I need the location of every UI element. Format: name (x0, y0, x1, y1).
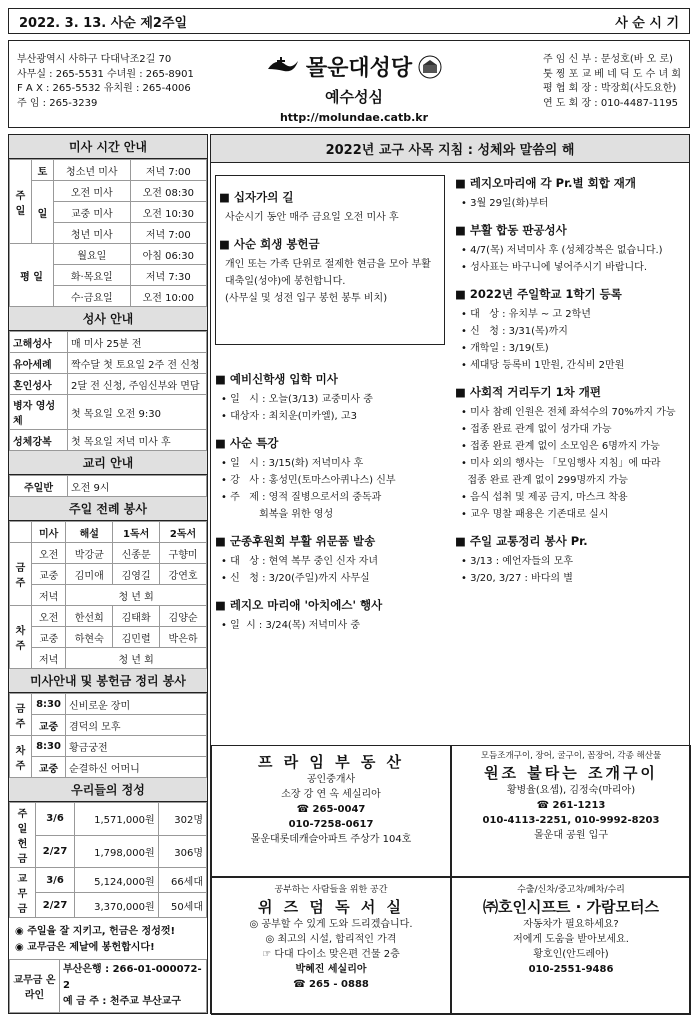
mass-time: 저녁 7:00 (130, 223, 206, 244)
church-logo (239, 51, 469, 82)
date-cell: 3/6 (36, 868, 75, 893)
ad-line: 010-2551-9486 (528, 964, 614, 975)
sun-label: 일 (32, 181, 54, 244)
mass-times-table (9, 159, 207, 307)
mass-cell: 교중 (32, 715, 66, 736)
sacrament-title: 성사 안내 (9, 307, 207, 331)
note: ◉ 교무금은 제날에 봉헌합시다! (15, 942, 155, 953)
notice-heading: ■ 군종후원회 부활 위문품 발송 (215, 533, 447, 550)
section-text: (사무실 및 성전 입구 봉헌 봉투 비치) (225, 293, 388, 304)
mass-name: 교중 미사 (54, 202, 131, 223)
mass-name: 월요일 (54, 244, 131, 265)
catechism-time: 오전 9시 (68, 476, 207, 497)
ad-clams (451, 749, 691, 843)
notice-item: • 일 시 : 3/24(목) 저녁미사 중 (221, 620, 361, 631)
notice-heading: ■ 주일 교통정리 봉사 Pr. (455, 533, 687, 550)
season: 사 순 시 기 (615, 15, 679, 31)
server-cell: 하현숙 (66, 627, 113, 648)
ad-line: 몰운대 공원 입구 (534, 830, 608, 841)
phone-fax: F A X : 265-5532 유치원 : 265-4006 (17, 83, 191, 94)
mass-time: 저녁 7:00 (130, 160, 206, 181)
left-column (8, 134, 208, 1014)
catechism-table (9, 475, 207, 497)
notice-item: • 신 청 : 3/20(주일)까지 사무실 (221, 573, 370, 584)
notice-item: • 대 상 : 유치부 ~ 고 2학년 (461, 309, 591, 320)
mass-cell: 교중 (32, 564, 66, 585)
this-week-label: 금주 (10, 694, 32, 736)
ad-line: ☎ 265 - 0888 (293, 979, 369, 990)
notice-heading: ■ 레지오마리애 각 Pr.별 회합 재개 (455, 175, 687, 192)
notice-heading: ■ 예비신학생 입학 미사 (215, 371, 447, 388)
notice-item: • 일 시 : 오늘(3/13) 교중미사 중 (221, 394, 373, 405)
mass-times-title: 미사 시간 안내 (9, 135, 207, 159)
server-cell: 한선희 (66, 606, 113, 627)
ad-line: 010-4113-2251, 010-9992-8203 (482, 815, 660, 826)
header-right (543, 53, 681, 111)
ad-line: 저에게 도움을 받아보세요. (513, 934, 629, 945)
notice-item: • 4/7(목) 저녁미사 후 (성체강복은 없습니다.) (461, 245, 663, 256)
notice-heading: ■ 사회적 거리두기 1차 개편 (455, 384, 687, 401)
mass-time: 아침 06:30 (130, 244, 206, 265)
sacrament-name: 고해성사 (10, 332, 68, 353)
header-left (17, 53, 194, 111)
section-heading: ■ 십자가의 길 (219, 189, 441, 206)
nuns: 툿 찡 포 교 베 네 딕 도 수 녀 회 (542, 68, 681, 80)
mass-cell: 오전 (32, 606, 66, 627)
ad-line: ◎ 공부할 수 있게 도와 드리겠습니다. (249, 919, 413, 930)
notice-item: • 일 시 : 3/15(화) 저녁미사 후 (221, 458, 364, 469)
note: ◉ 주일을 잘 지키고, 헌금은 정성껏! (15, 926, 176, 937)
mass-time: 오전 10:30 (130, 202, 206, 223)
notice-item: • 대상자 : 최치운(미카엘), 고3 (221, 411, 357, 422)
mass-name: 수·금요일 (54, 286, 131, 307)
sunday-offering-label: 주일헌금 (10, 803, 36, 868)
team-cell: 신비로운 장미 (66, 694, 207, 715)
offering-title: 우리들의 정성 (9, 778, 207, 802)
mass-cell: 저녁 (32, 585, 66, 606)
amount-cell: 5,124,000원 (75, 868, 159, 893)
date-cell: 3/6 (36, 803, 75, 836)
liturgy-title: 주일 전례 봉사 (9, 497, 207, 521)
council-president: 평 협 회 장 : 박장희(사도요한) (542, 83, 677, 94)
date: 2022. 3. 13. 사순 제2주일 (19, 15, 188, 31)
address: 부산광역시 사하구 다대낙조2길 70 (17, 54, 172, 65)
top-bar (8, 8, 690, 34)
notice-item: 회복을 위한 영성 (221, 509, 334, 520)
ad-motors (451, 883, 691, 977)
sunday-label: 주일 (10, 160, 32, 244)
notes (9, 918, 207, 962)
account-holder: 예 금 주 : 천주교 부산교구 (63, 996, 182, 1007)
notice-item: • 교우 명찰 패용은 기존대로 실시 (461, 509, 609, 520)
ad-line: 소장 강 연 옥 세실리아 (281, 789, 381, 800)
col-header: 미사 (32, 522, 66, 543)
mass-name: 청소년 미사 (54, 160, 131, 181)
sacrament-name: 성체강복 (10, 430, 68, 451)
amount-cell: 1,798,000원 (75, 835, 159, 868)
church-emblem-icon (266, 55, 300, 79)
guide-title: 미사안내 및 봉헌금 정리 봉사 (9, 669, 207, 693)
sacrament-name: 혼인성사 (10, 374, 68, 395)
pastor: 주 임 신 부 : 문성호(바 오 로) (542, 54, 673, 65)
notice-item: • 3/13 : 예언자들의 모후 (461, 556, 574, 567)
server-cell: 김민렬 (113, 627, 160, 648)
notice-item: • 대 상 : 현역 복무 중인 신자 자녀 (221, 556, 378, 567)
server-cell: 강연호 (160, 564, 207, 585)
section-text: 개인 또는 가족 단위로 절제한 현금을 모아 부활 대축일(성야)에 봉헌합니다. (225, 259, 431, 287)
right-column (210, 134, 690, 1014)
notice-item: • 성사표는 바구니에 넣어주시기 바랍니다. (461, 262, 648, 273)
notice-item: • 세대당 등록비 1만원, 간식비 2만원 (461, 360, 625, 371)
ad-title: 위 즈 덤 독 서 실 (257, 898, 405, 916)
server-cell: 청 년 회 (66, 648, 207, 669)
this-week-label: 금주 (10, 543, 32, 606)
sacrament-info: 첫 목요일 오전 9:30 (68, 395, 207, 430)
notice-item: • 접종 완료 관계 없이 소모임은 6명까지 가능 (461, 441, 660, 452)
ad-line: 공인중개사 (306, 774, 356, 785)
sacrament-info: 짝수달 첫 토요일 2주 전 신청 (68, 353, 207, 374)
offering-table (9, 802, 207, 918)
notice-heading: ■ 부활 합동 판공성사 (455, 222, 687, 239)
mass-name: 화·목요일 (54, 265, 131, 286)
count-cell: 306명 (158, 835, 206, 868)
mass-name: 오전 미사 (54, 181, 131, 202)
mass-time: 오전 10:00 (130, 286, 206, 307)
server-cell: 청 년 회 (66, 585, 207, 606)
notice-heading: ■ 레지오 마리애 '아치에스' 행사 (215, 597, 447, 614)
ad-study (211, 883, 451, 992)
notice-right (455, 165, 687, 587)
amount-cell: 3,370,000원 (75, 893, 159, 918)
notice-item: • 개학일 : 3/19(토) (461, 343, 549, 354)
count-cell: 50세대 (158, 893, 206, 918)
mass-cell: 교중 (32, 757, 66, 778)
date-cell: 2/27 (36, 835, 75, 868)
notice-left (215, 361, 447, 634)
amount-cell: 1,571,000원 (75, 803, 159, 836)
notice-item: • 미사 참례 인원은 전체 좌석수의 70%까지 가능 (461, 407, 676, 418)
header (8, 40, 690, 128)
sacrament-table (9, 331, 207, 451)
team-cell: 순결하신 어머니 (66, 757, 207, 778)
notice-item: • 음식 섭취 및 제공 금지, 마스크 착용 (461, 492, 628, 503)
ad-title: ㈜호인시프트 · 가람모터스 (482, 898, 660, 916)
ad-tagline: 공부하는 사람들을 위한 공간 (274, 885, 388, 895)
server-cell: 박강균 (66, 543, 113, 564)
notice-item: • 강 사 : 홍성민(토마스아퀴나스) 신부 (221, 475, 396, 486)
guide-table (9, 693, 207, 778)
server-cell: 김태화 (113, 606, 160, 627)
server-cell: 김양순 (160, 606, 207, 627)
weekday-label: 평 일 (10, 244, 54, 307)
mass-name: 청년 미사 (54, 223, 131, 244)
team-cell: 겸덕의 모후 (66, 715, 207, 736)
count-cell: 66세대 (158, 868, 206, 893)
sacrament-name: 병자 영성체 (10, 395, 68, 430)
mass-cell: 오전 (32, 543, 66, 564)
ad-line: ☞ 다대 다이소 맞은편 건물 2층 (262, 949, 400, 960)
server-cell: 김미애 (66, 564, 113, 585)
lent-content (219, 179, 441, 307)
mass-cell: 교중 (32, 627, 66, 648)
col-header: 1독서 (113, 522, 160, 543)
notice-heading: ■ 2022년 주일학교 1학기 등록 (455, 286, 687, 303)
notice-item: • 주 제 : 영적 질병으로서의 중독과 (221, 492, 382, 503)
date-cell: 2/27 (36, 893, 75, 918)
prayer-president: 연 도 회 장 : 010-4487-1195 (542, 97, 679, 109)
phone-pastor: 주 임 : 265-3239 (17, 97, 98, 109)
bank-account: 부산은행 : 266-01-000072-2 (63, 964, 202, 991)
online-table (9, 959, 207, 1013)
col-header: 해설 (66, 522, 113, 543)
section-heading: ■ 사순 희생 봉헌금 (219, 236, 441, 253)
mass-cell: 8:30 (32, 736, 66, 757)
ad-line: 박혜진 세실리아 (295, 964, 367, 975)
ad-line: ☎ 265-0047 (296, 804, 366, 815)
notice-item: • 신 청 : 3/31(목)까지 (461, 326, 568, 337)
notice-item: • 접종 완료 관계 없이 성가대 가능 (461, 424, 612, 435)
saturday-label: 토 (32, 160, 54, 181)
next-week-label: 차주 (10, 736, 32, 778)
ad-line: 황병율(요셉), 김정숙(마리아) (506, 785, 636, 796)
mass-cell: 8:30 (32, 694, 66, 715)
main-title: 2022년 교구 사목 지침 : 성체와 말씀의 해 (211, 135, 689, 163)
server-cell: 구향미 (160, 543, 207, 564)
notice-item: • 3/20, 3/27 : 바다의 별 (461, 573, 573, 584)
ad-line: ◎ 최고의 시설, 합리적인 가격 (265, 934, 397, 945)
phone-office: 사무실 : 265-5531 수녀원 : 265-8901 (17, 68, 194, 80)
ad-tagline: 모듬조개구이, 장어, 굴구이, 꼼장어, 각종 해산물 (480, 751, 662, 761)
subtitle: 예수성심 (325, 88, 383, 106)
notice-item: 접종 완료 관계 없이 299명까지 가능 (461, 475, 628, 486)
website-link[interactable]: http://molundae.catb.kr (279, 111, 429, 124)
count-cell: 302명 (158, 803, 206, 836)
catechism-title: 교리 안내 (9, 451, 207, 475)
notice-item: • 3월 29일(화)부터 (461, 198, 549, 209)
catechism-label: 주일반 (10, 476, 68, 497)
sacrament-info: 첫 목요일 저녁 미사 후 (68, 430, 207, 451)
liturgy-table (9, 521, 207, 669)
sacrament-info: 2달 전 신청, 주임신부와 면담 (68, 374, 207, 395)
ad-line: 황호인(안드레아) (533, 949, 609, 960)
next-week-label: 차주 (10, 606, 32, 669)
ad-line: 010-7258-0617 (288, 819, 374, 830)
ad-line: 자동차가 필요하세요? (523, 919, 619, 930)
notice-item: • 미사 외의 행사는 「모임행사 지침」에 따라 (461, 458, 661, 469)
church-name: 몰운대성당 (305, 56, 413, 81)
server-cell: 김영길 (113, 564, 160, 585)
mass-time: 저녁 7:30 (130, 265, 206, 286)
mass-time: 오전 08:30 (130, 181, 206, 202)
online-label: 교무금 온라인 (10, 960, 60, 1013)
ad-title: 프 라 임 부 동 산 (257, 753, 405, 771)
ad-tagline: 수출/신차/중고차/폐차/수리 (517, 885, 625, 895)
sacrament-name: 유아세례 (10, 353, 68, 374)
section-text: 사순시기 동안 매주 금요일 오전 미사 후 (225, 212, 399, 223)
ad-line: ☎ 261-1213 (536, 800, 606, 811)
col-header: 2독서 (160, 522, 207, 543)
ad-realestate (211, 753, 451, 847)
dues-label: 교무금 (10, 868, 36, 918)
header-center (239, 51, 469, 124)
server-cell: 박은하 (160, 627, 207, 648)
building-icon (418, 55, 442, 79)
server-cell: 신종문 (113, 543, 160, 564)
mass-cell: 저녁 (32, 648, 66, 669)
sacrament-info: 매 미사 25분 전 (68, 332, 207, 353)
notice-heading: ■ 사순 특강 (215, 435, 447, 452)
team-cell: 황금궁전 (66, 736, 207, 757)
ad-title: 원조 불타는 조개구이 (484, 764, 658, 782)
ad-line: 몰운대롯데캐슬아파트 주상가 104호 (250, 834, 412, 845)
